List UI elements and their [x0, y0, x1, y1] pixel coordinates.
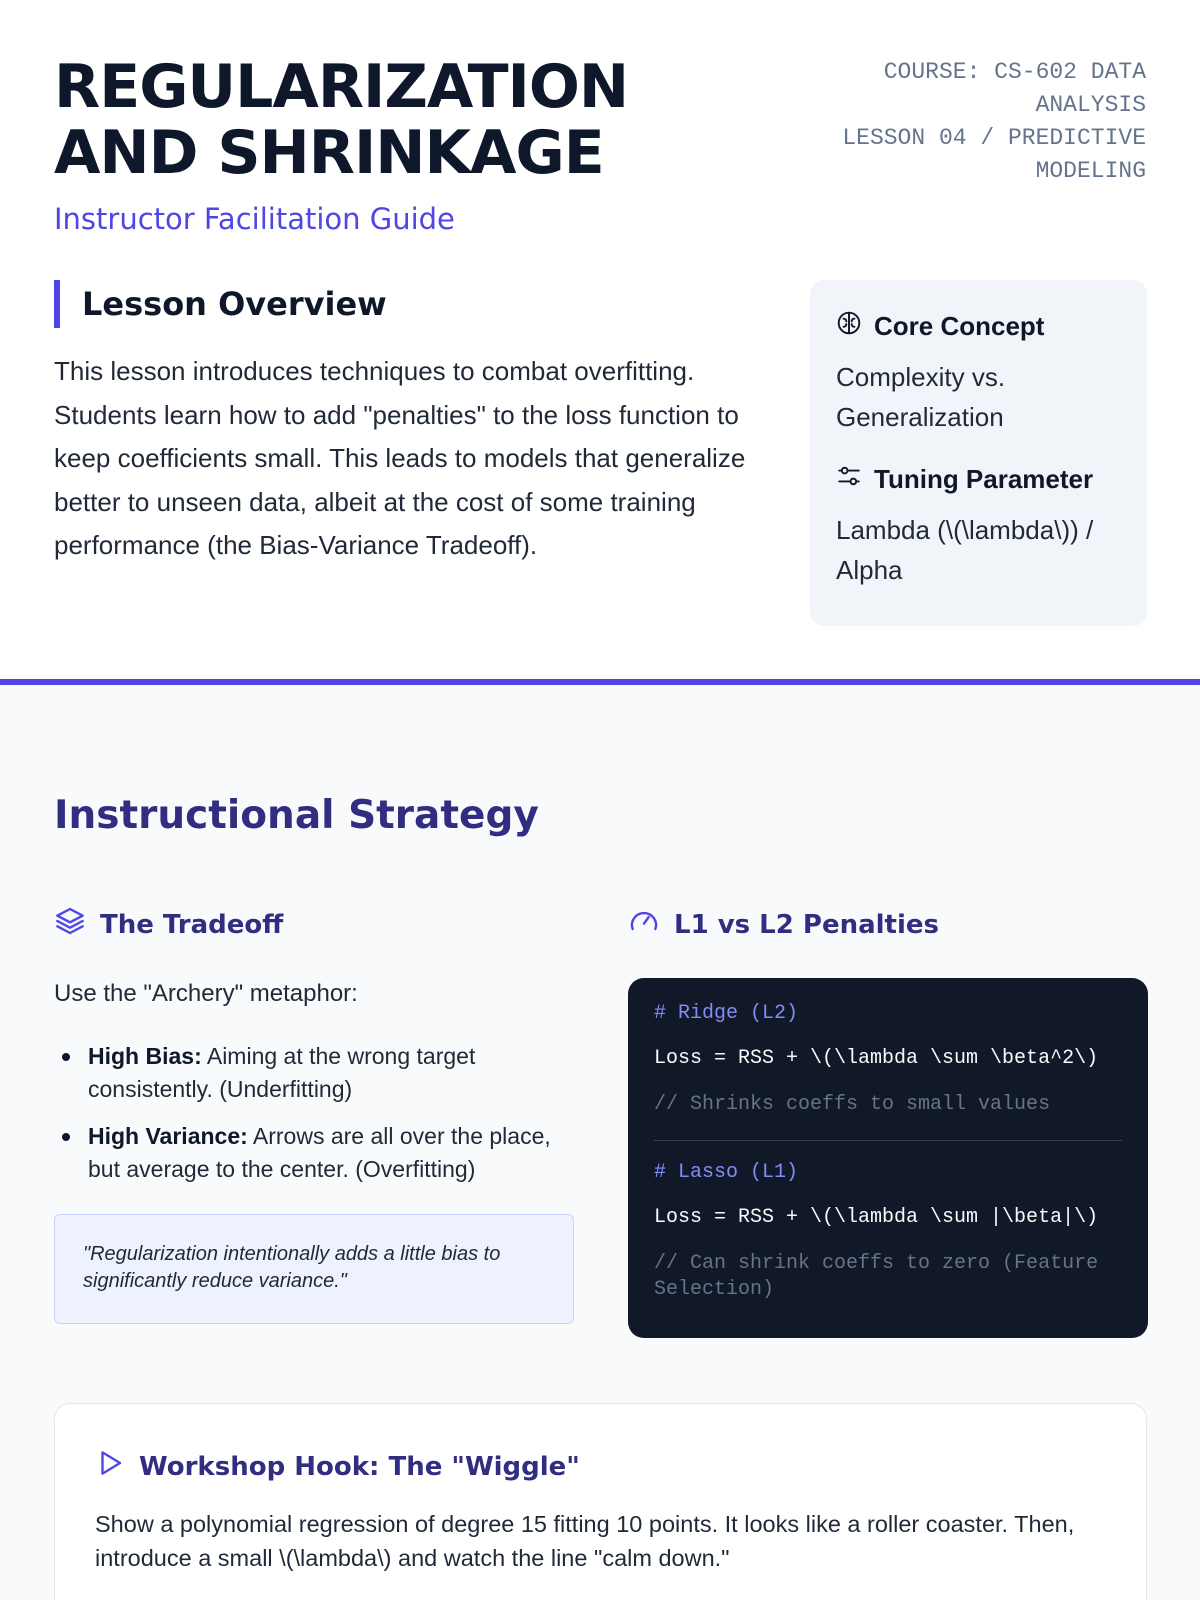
tradeoff-title: The Tradeoff	[100, 909, 284, 940]
lesson-overview	[54, 280, 764, 568]
ridge-formula: Loss = RSS + \(\lambda \sum \beta^2\)	[654, 1047, 1099, 1070]
workshop-body: Show a polynomial regression of degree 15 fitting 10 points. It looks like a roller coaster. Then, introduce a small \(\lambda\) and watch the line "calm down."	[95, 1511, 1075, 1571]
lasso-note: // Can shrink coeffs to zero (Feature Selection)	[654, 1252, 1099, 1301]
list-item-term: High Variance:	[88, 1123, 248, 1149]
list-item-term: High Bias:	[88, 1043, 202, 1069]
tuning-parameter-label	[836, 463, 1121, 496]
instructional-strategy-section	[0, 685, 1200, 1600]
overview-heading	[54, 280, 764, 328]
list-item-text: Arrows are all over the place, but average to the center. (Overfitting)	[88, 1123, 551, 1182]
brain-icon	[836, 310, 862, 343]
lasso-formula: Loss = RSS + \(\lambda \sum |\beta|\)	[654, 1206, 1099, 1229]
layers-icon	[54, 905, 86, 944]
core-concept-value: Complexity vs. Generalization	[836, 362, 1006, 432]
lasso-comment: # Lasso (L1)	[654, 1161, 799, 1184]
strategy-title: Instructional Strategy	[54, 793, 539, 838]
tradeoff-intro: Use the "Archery" metaphor:	[54, 980, 358, 1007]
page-subtitle: Instructor Facilitation Guide	[54, 202, 455, 236]
course-line: COURSE: CS-602 DATA ANALYSIS	[883, 59, 1146, 118]
list-item	[54, 1040, 574, 1106]
tuning-parameter-title: Tuning Parameter	[874, 464, 1094, 494]
ridge-note: // Shrinks coeffs to small values	[654, 1093, 1051, 1116]
penalties-heading	[628, 905, 1148, 944]
document-header	[54, 54, 1146, 244]
tradeoff-column	[54, 905, 574, 1324]
heading-accent-bar	[54, 280, 60, 328]
tuning-parameter-value: Lambda (\(\lambda\)) / Alpha	[836, 515, 1094, 585]
page-title: REGULARIZATION AND SHRINKAGE	[54, 52, 629, 188]
play-icon	[95, 1448, 125, 1485]
tradeoff-list	[54, 1040, 574, 1186]
tradeoff-heading	[54, 905, 574, 944]
overview-title: Lesson Overview	[82, 285, 387, 323]
core-concept-label	[836, 310, 1121, 343]
penalties-title: L1 vs L2 Penalties	[674, 909, 940, 940]
penalties-column	[628, 905, 1148, 1338]
concept-card	[810, 280, 1147, 626]
core-concept-title: Core Concept	[874, 311, 1045, 341]
sliders-icon	[836, 463, 862, 496]
list-item-text: Aiming at the wrong target consistently. (Underfitting)	[88, 1043, 476, 1102]
course-meta	[816, 56, 1146, 188]
ridge-comment: # Ridge (L2)	[654, 1002, 799, 1025]
overview-body: This lesson introduces techniques to combat overfitting. Students learn how to add "penalties" to the loss function to keep coefficients small. This leads to models that generalize better to unseen data, albeit at the cost of some training performance (the Bias-Variance Tradeoff).	[54, 356, 746, 560]
workshop-hook-card	[54, 1403, 1147, 1600]
lesson-line: LESSON 04 / PREDICTIVE MODELING	[842, 125, 1146, 184]
code-separator	[654, 1140, 1122, 1141]
workshop-heading	[95, 1448, 1106, 1485]
code-block	[628, 978, 1148, 1338]
workshop-title: Workshop Hook: The "Wiggle"	[139, 1451, 580, 1482]
tradeoff-quote: "Regularization intentionally adds a little bias to significantly reduce variance."	[54, 1214, 574, 1324]
gauge-icon	[628, 905, 660, 944]
list-item	[54, 1120, 574, 1186]
